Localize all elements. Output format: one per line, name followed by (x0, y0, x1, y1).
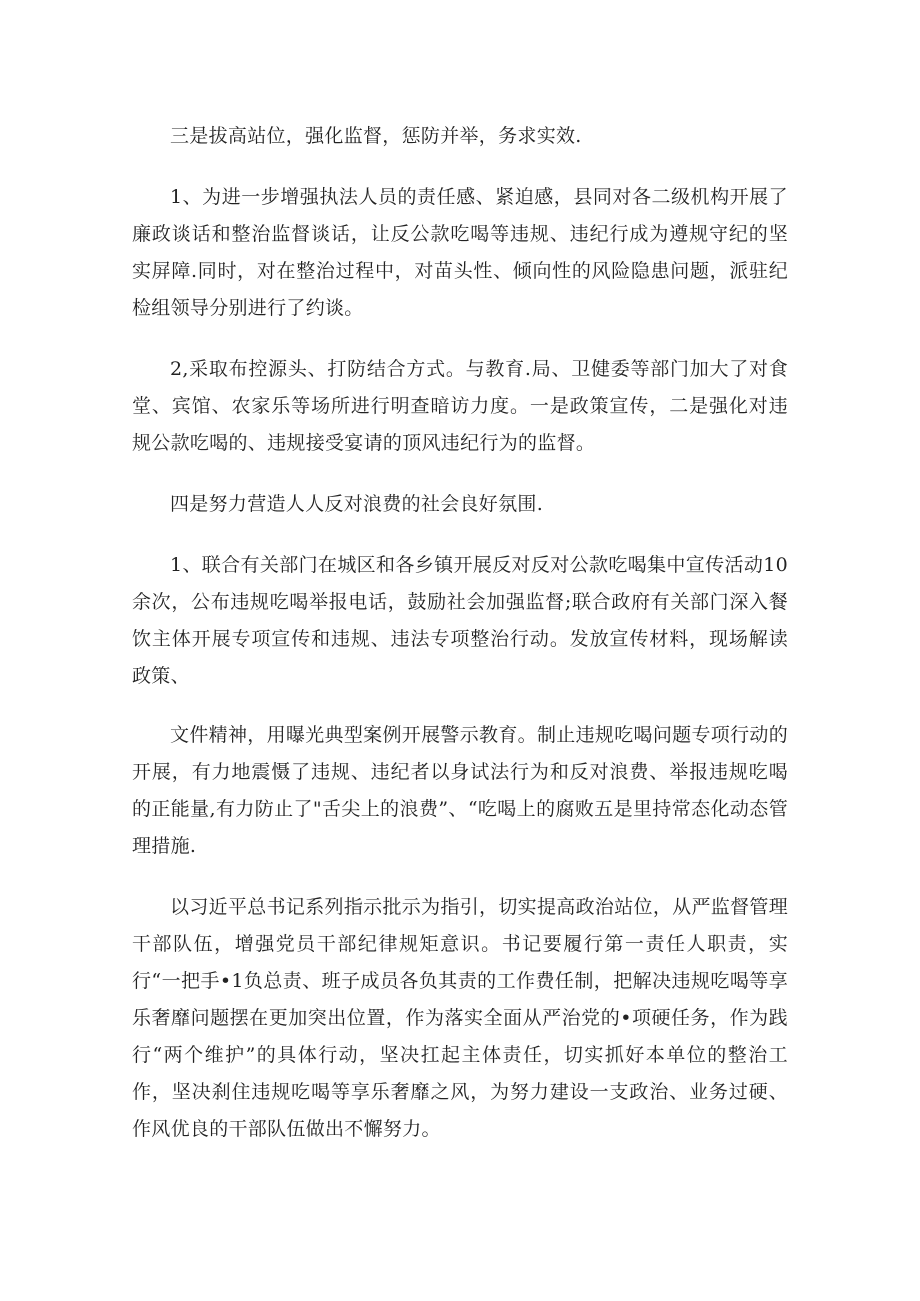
paragraph-2: 2,采取布控源头、打防结合方式。与教育.局、卫健委等部门加大了对食堂、宾馆、农家乐等场所进行明查暗访力度。一是政策宣传，二是强化对违规公款吃喝的、违规接受宴请的顶风违纪行为的监督。 (132, 358, 788, 454)
paragraph-1: 1、为进一步增强执法人员的责任感、紧迫感，县同对各二级机构开展了廉政谈话和整治监督谈话，让反公款吃喝等违规、违纪行成为遵规守纪的坚实屏障.同时，对在整治过程中，对苗头性、倾向性的风险隐患问题，派驻纪检组领导分别进行了约谈。 (132, 186, 788, 319)
paragraph-4: 1、联合有关部门在城区和各乡镇开展反对反对公款吃喝集中宣传活动10余次，公布违规吃喝举报电话，鼓励社会加强监督;联合政府有关部门深入餐饮主体开展专项宣传和违规、违法专项整治行动。发放宣传材料，现场解读政策、 (132, 554, 788, 687)
section-heading-three: 三是拔高站位，强化监督，惩防并举，务求实效. (170, 125, 582, 147)
document-body (132, 118, 788, 1172)
paragraph-6: 以习近平总书记系列指示批示为指引，切实提高政治站位，从严监督管理干部队伍，增强党员干部纪律规矩意识。书记要履行第一责任人职责，实行“一把手•1负总责、班子成员各负其责的工作费任制，把解决违规吃喝等享乐奢靡问题摆在更加突出位置，作为落实全面从严治党的•项硬任务，作为践行“两个维护”的具体行动，坚决扛起主体责任，切实抓好本单位的整治工作，坚决刹住违规吃喝等享乐奢靡之风，为努力建设一支政治、业务过硬、作风优良的干部队伍做出不懈努力。 (132, 896, 788, 1140)
paragraph-5: 文件精神，用曝光典型案例开展警示教育。制止违规吃喝问题专项行动的开展，有力地震慑了违规、违纪者以身试法行为和反对浪费、举报违规吃喝的正能量,有力防止了"舌尖上的浪费”、“吃喝上的腐败五是里持常态化动态管理措施. (132, 724, 788, 857)
section-heading-four: 四是努力营造人人反对浪费的社会良好氛围. (170, 493, 544, 515)
